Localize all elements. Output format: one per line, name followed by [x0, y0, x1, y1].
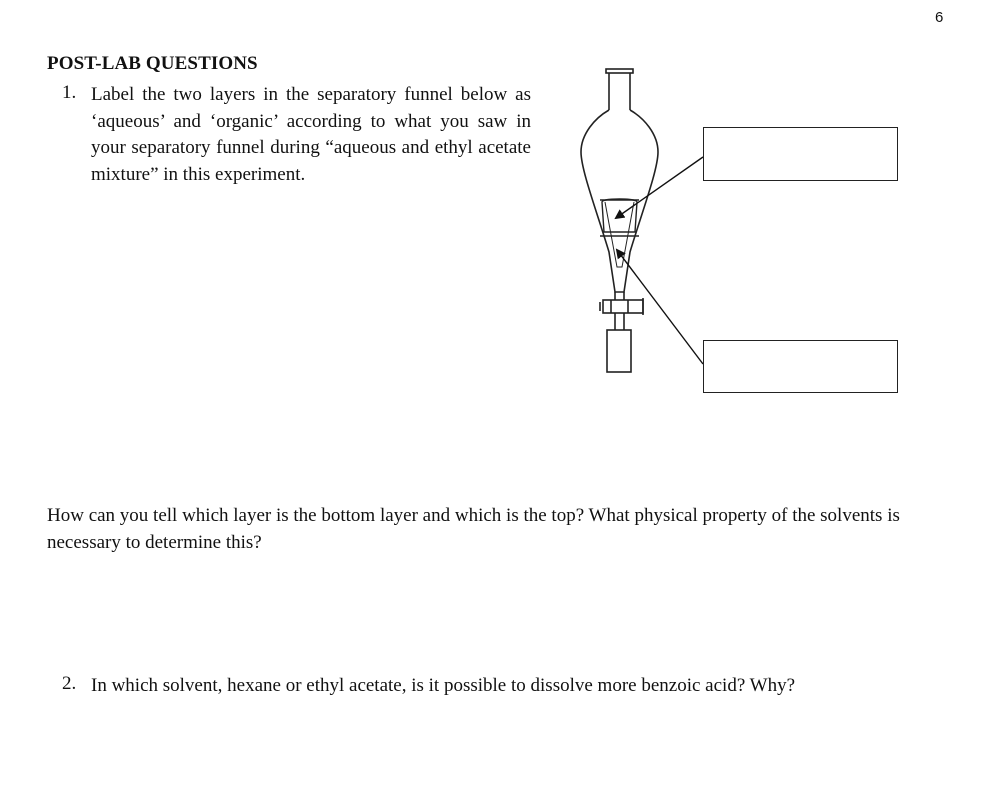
question-1-text: Label the two layers in the separatory funnel below as ‘aqueous’ and ‘organic’ according to what you saw in your separatory funnel during “aqueous and ethyl acetate mixture” in this experiment. — [91, 84, 531, 185]
funnel-body — [581, 69, 658, 372]
answer-box-bottom-layer[interactable] — [703, 340, 898, 393]
question-1-number: 1. — [62, 82, 77, 103]
answer-box-top-layer[interactable] — [703, 127, 898, 181]
section-heading: POST-LAB QUESTIONS — [47, 53, 258, 74]
page-number: 6 — [935, 9, 944, 26]
question-1-followup: How can you tell which layer is the bottom layer and which is the top? What physical property of the solvents is necessary to determine this? — [47, 505, 900, 553]
question-2-number: 2. — [62, 673, 77, 694]
arrow-icon — [616, 157, 703, 218]
question-2-text: In which solvent, hexane or ethyl acetate, is it possible to dissolve more benzoic acid? Why? — [91, 675, 796, 696]
